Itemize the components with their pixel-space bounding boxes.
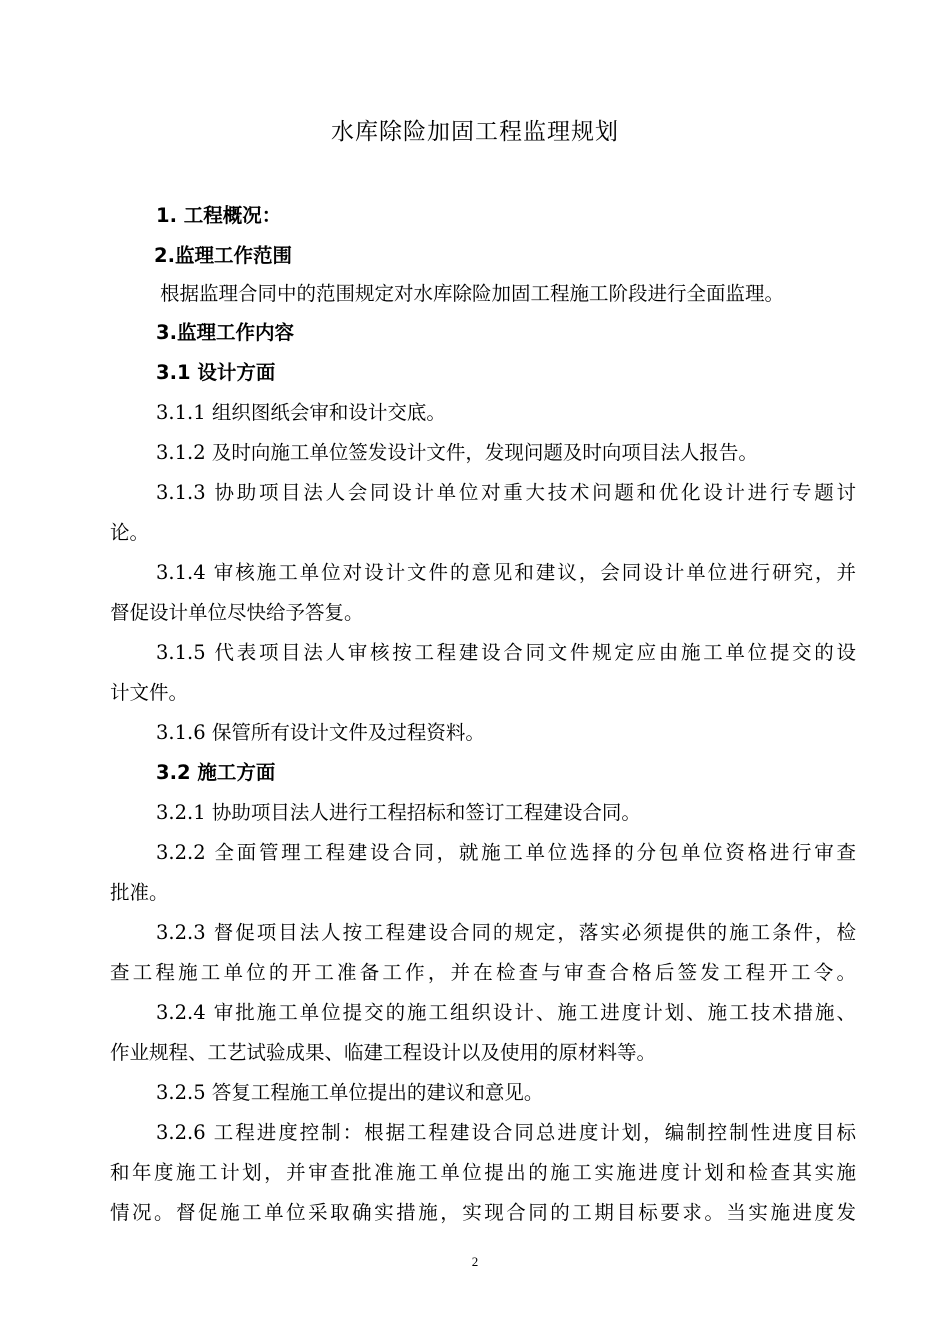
paragraph-line: 作业规程、工艺试验成果、临建工程设计以及使用的原材料等。: [110, 1041, 657, 1064]
paragraph-line: 查工程施工单位的开工准备工作，并在检查与审查合格后签发工程开工令。: [110, 961, 856, 984]
subsection-heading-design: 3.1 设计方面: [156, 361, 276, 384]
subsection-heading-construction: 3.2 施工方面: [156, 761, 276, 784]
paragraph-line: 3.1.5 代表项目法人审核按工程建设合同文件规定应由施工单位提交的设: [156, 641, 856, 664]
section-heading-content: 3.监理工作内容: [156, 321, 294, 344]
paragraph-line: 3.1.6 保管所有设计文件及过程资料。: [156, 721, 485, 744]
paragraph-line: 3.2.3 督促项目法人按工程建设合同的规定，落实必须提供的施工条件，检: [156, 921, 856, 944]
page-title: 水库除险加固工程监理规划: [331, 119, 619, 145]
paragraph-line: 3.1.1 组织图纸会审和设计交底。: [156, 401, 446, 424]
paragraph-line: 督促设计单位尽快给予答复。: [110, 601, 364, 624]
paragraph-line: 3.1.4 审核施工单位对设计文件的意见和建议，会同设计单位进行研究，并: [156, 561, 856, 584]
paragraph-line: 批准。: [110, 881, 169, 904]
paragraph-line: 根据监理合同中的范围规定对水库除险加固工程施工阶段进行全面监理。: [160, 282, 785, 305]
paragraph-line: 3.2.2 全面管理工程建设合同，就施工单位选择的分包单位资格进行审查: [156, 841, 856, 864]
paragraph-line: 3.2.5 答复工程施工单位提出的建议和意见。: [156, 1081, 544, 1104]
section-heading-overview: 1. 工程概况：: [156, 204, 282, 227]
paragraph-line: 3.1.3 协助项目法人会同设计单位对重大技术问题和优化设计进行专题讨: [156, 481, 856, 504]
paragraph-line: 3.2.1 协助项目法人进行工程招标和签订工程建设合同。: [156, 801, 641, 824]
paragraph-line: 3.1.2 及时向施工单位签发设计文件，发现问题及时向项目法人报告。: [156, 441, 758, 464]
paragraph-line: 和年度施工计划，并审查批准施工单位提出的施工实施进度计划和检查其实施: [110, 1161, 856, 1184]
page-number: 2: [471, 1254, 479, 1269]
paragraph-line: 3.2.6 工程进度控制：根据工程建设合同总进度计划，编制控制性进度目标: [156, 1121, 856, 1144]
paragraph-line: 计文件。: [110, 681, 189, 704]
paragraph-line: 论。: [110, 521, 150, 544]
paragraph-line: 3.2.4 审批施工单位提交的施工组织设计、施工进度计划、施工技术措施、: [156, 1001, 856, 1024]
section-heading-scope: 2.监理工作范围: [154, 244, 292, 267]
paragraph-line: 情况。督促施工单位采取确实措施，实现合同的工期目标要求。当实施进度发: [110, 1201, 856, 1224]
